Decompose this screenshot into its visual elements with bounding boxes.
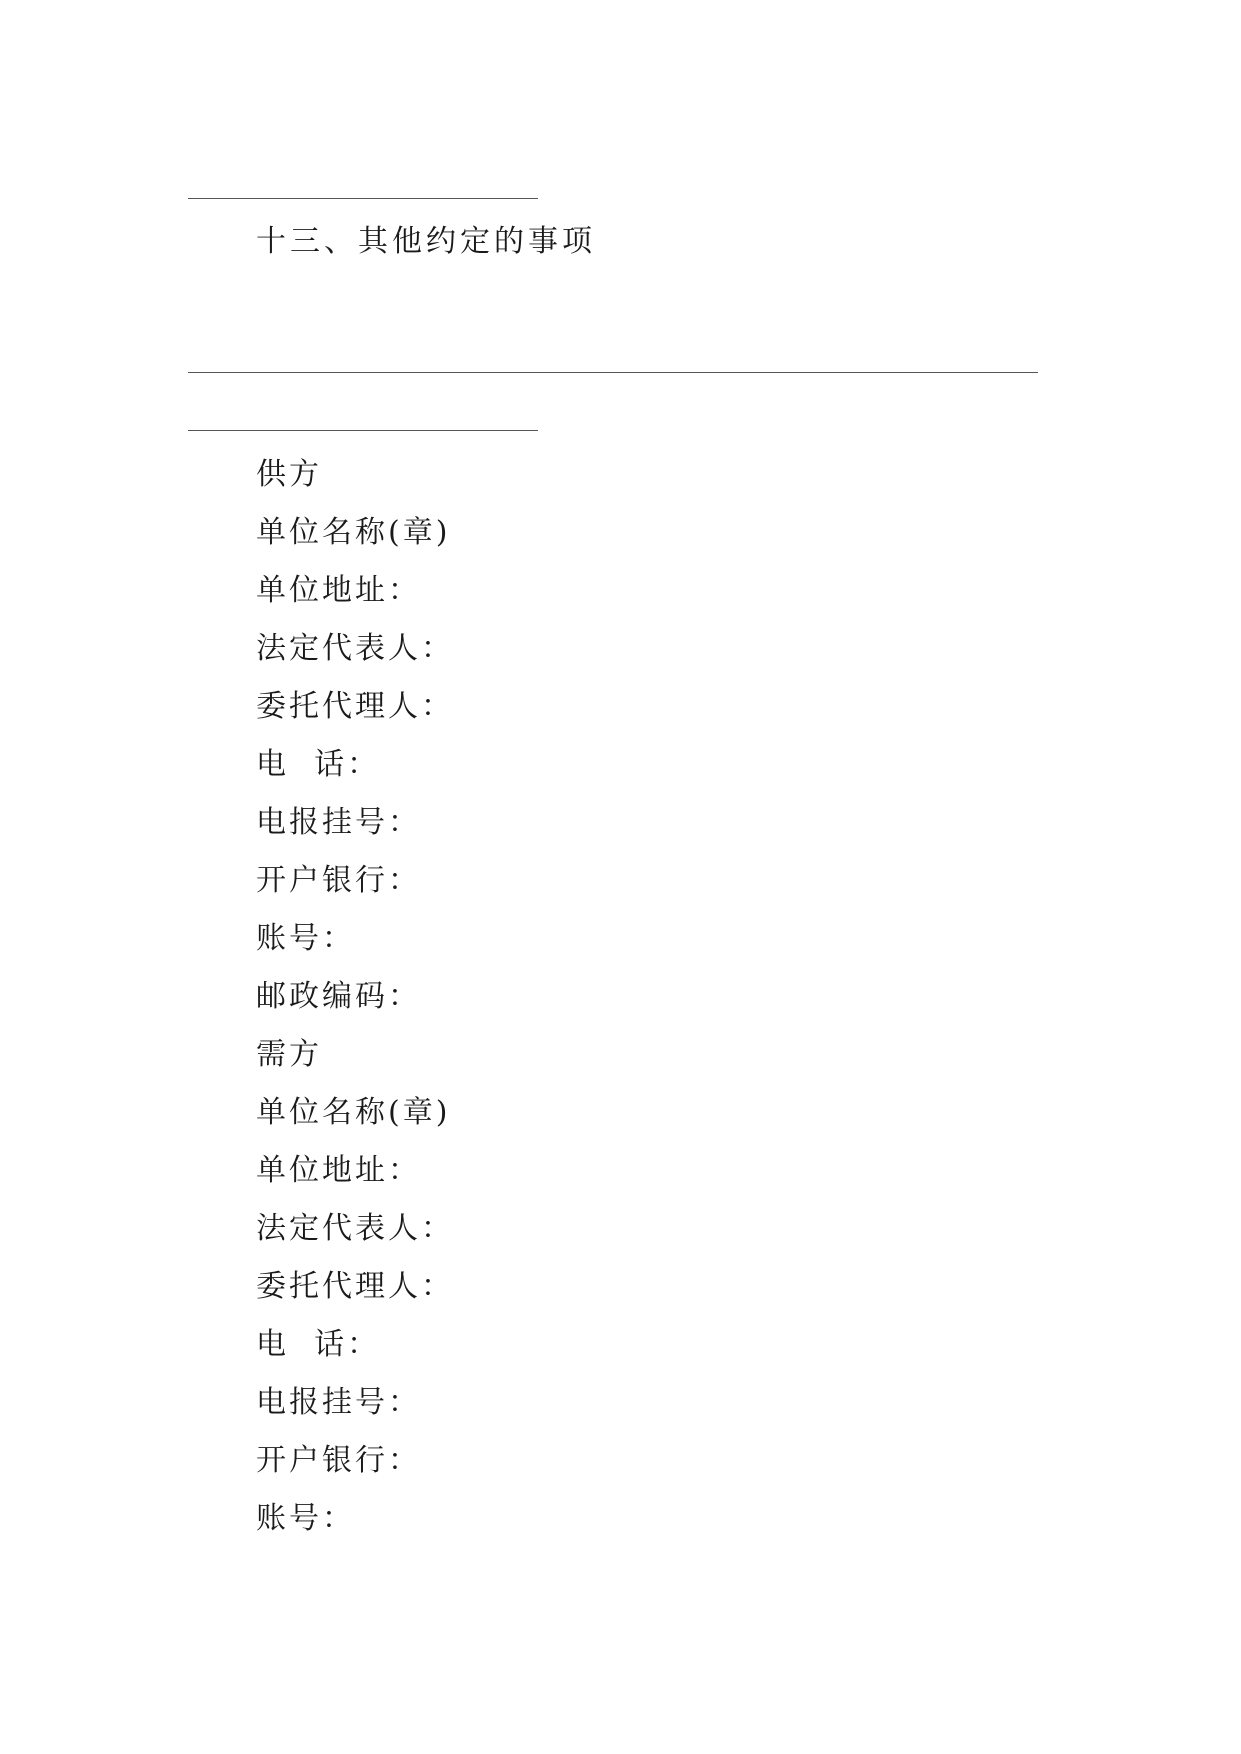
supplier-field-phone: 电 话： [256, 747, 381, 782]
section-heading: 十三、其他约定的事项 [256, 224, 596, 259]
supplier-field-address: 单位地址： [256, 573, 421, 608]
buyer-field-account: 账号： [256, 1501, 355, 1536]
buyer-title: 需方 [256, 1037, 322, 1072]
buyer-field-authorized-agent: 委托代理人： [256, 1269, 454, 1304]
supplier-field-authorized-agent: 委托代理人： [256, 689, 454, 724]
blank-line-rule [188, 372, 1038, 373]
blank-line-rule [188, 198, 538, 199]
supplier-field-company-name: 单位名称(章) [256, 515, 451, 550]
supplier-field-postcode: 邮政编码： [256, 979, 421, 1014]
supplier-field-account: 账号： [256, 921, 355, 956]
buyer-field-telegraph: 电报挂号： [256, 1385, 421, 1420]
supplier-field-telegraph: 电报挂号： [256, 805, 421, 840]
supplier-field-bank: 开户银行： [256, 863, 421, 898]
blank-line-rule [188, 430, 538, 431]
buyer-field-phone: 电 话： [256, 1327, 381, 1362]
buyer-field-legal-representative: 法定代表人： [256, 1211, 454, 1246]
buyer-field-company-name: 单位名称(章) [256, 1095, 451, 1130]
buyer-field-bank: 开户银行： [256, 1443, 421, 1478]
buyer-field-address: 单位地址： [256, 1153, 421, 1188]
supplier-title: 供方 [256, 457, 322, 492]
supplier-field-legal-representative: 法定代表人： [256, 631, 454, 666]
